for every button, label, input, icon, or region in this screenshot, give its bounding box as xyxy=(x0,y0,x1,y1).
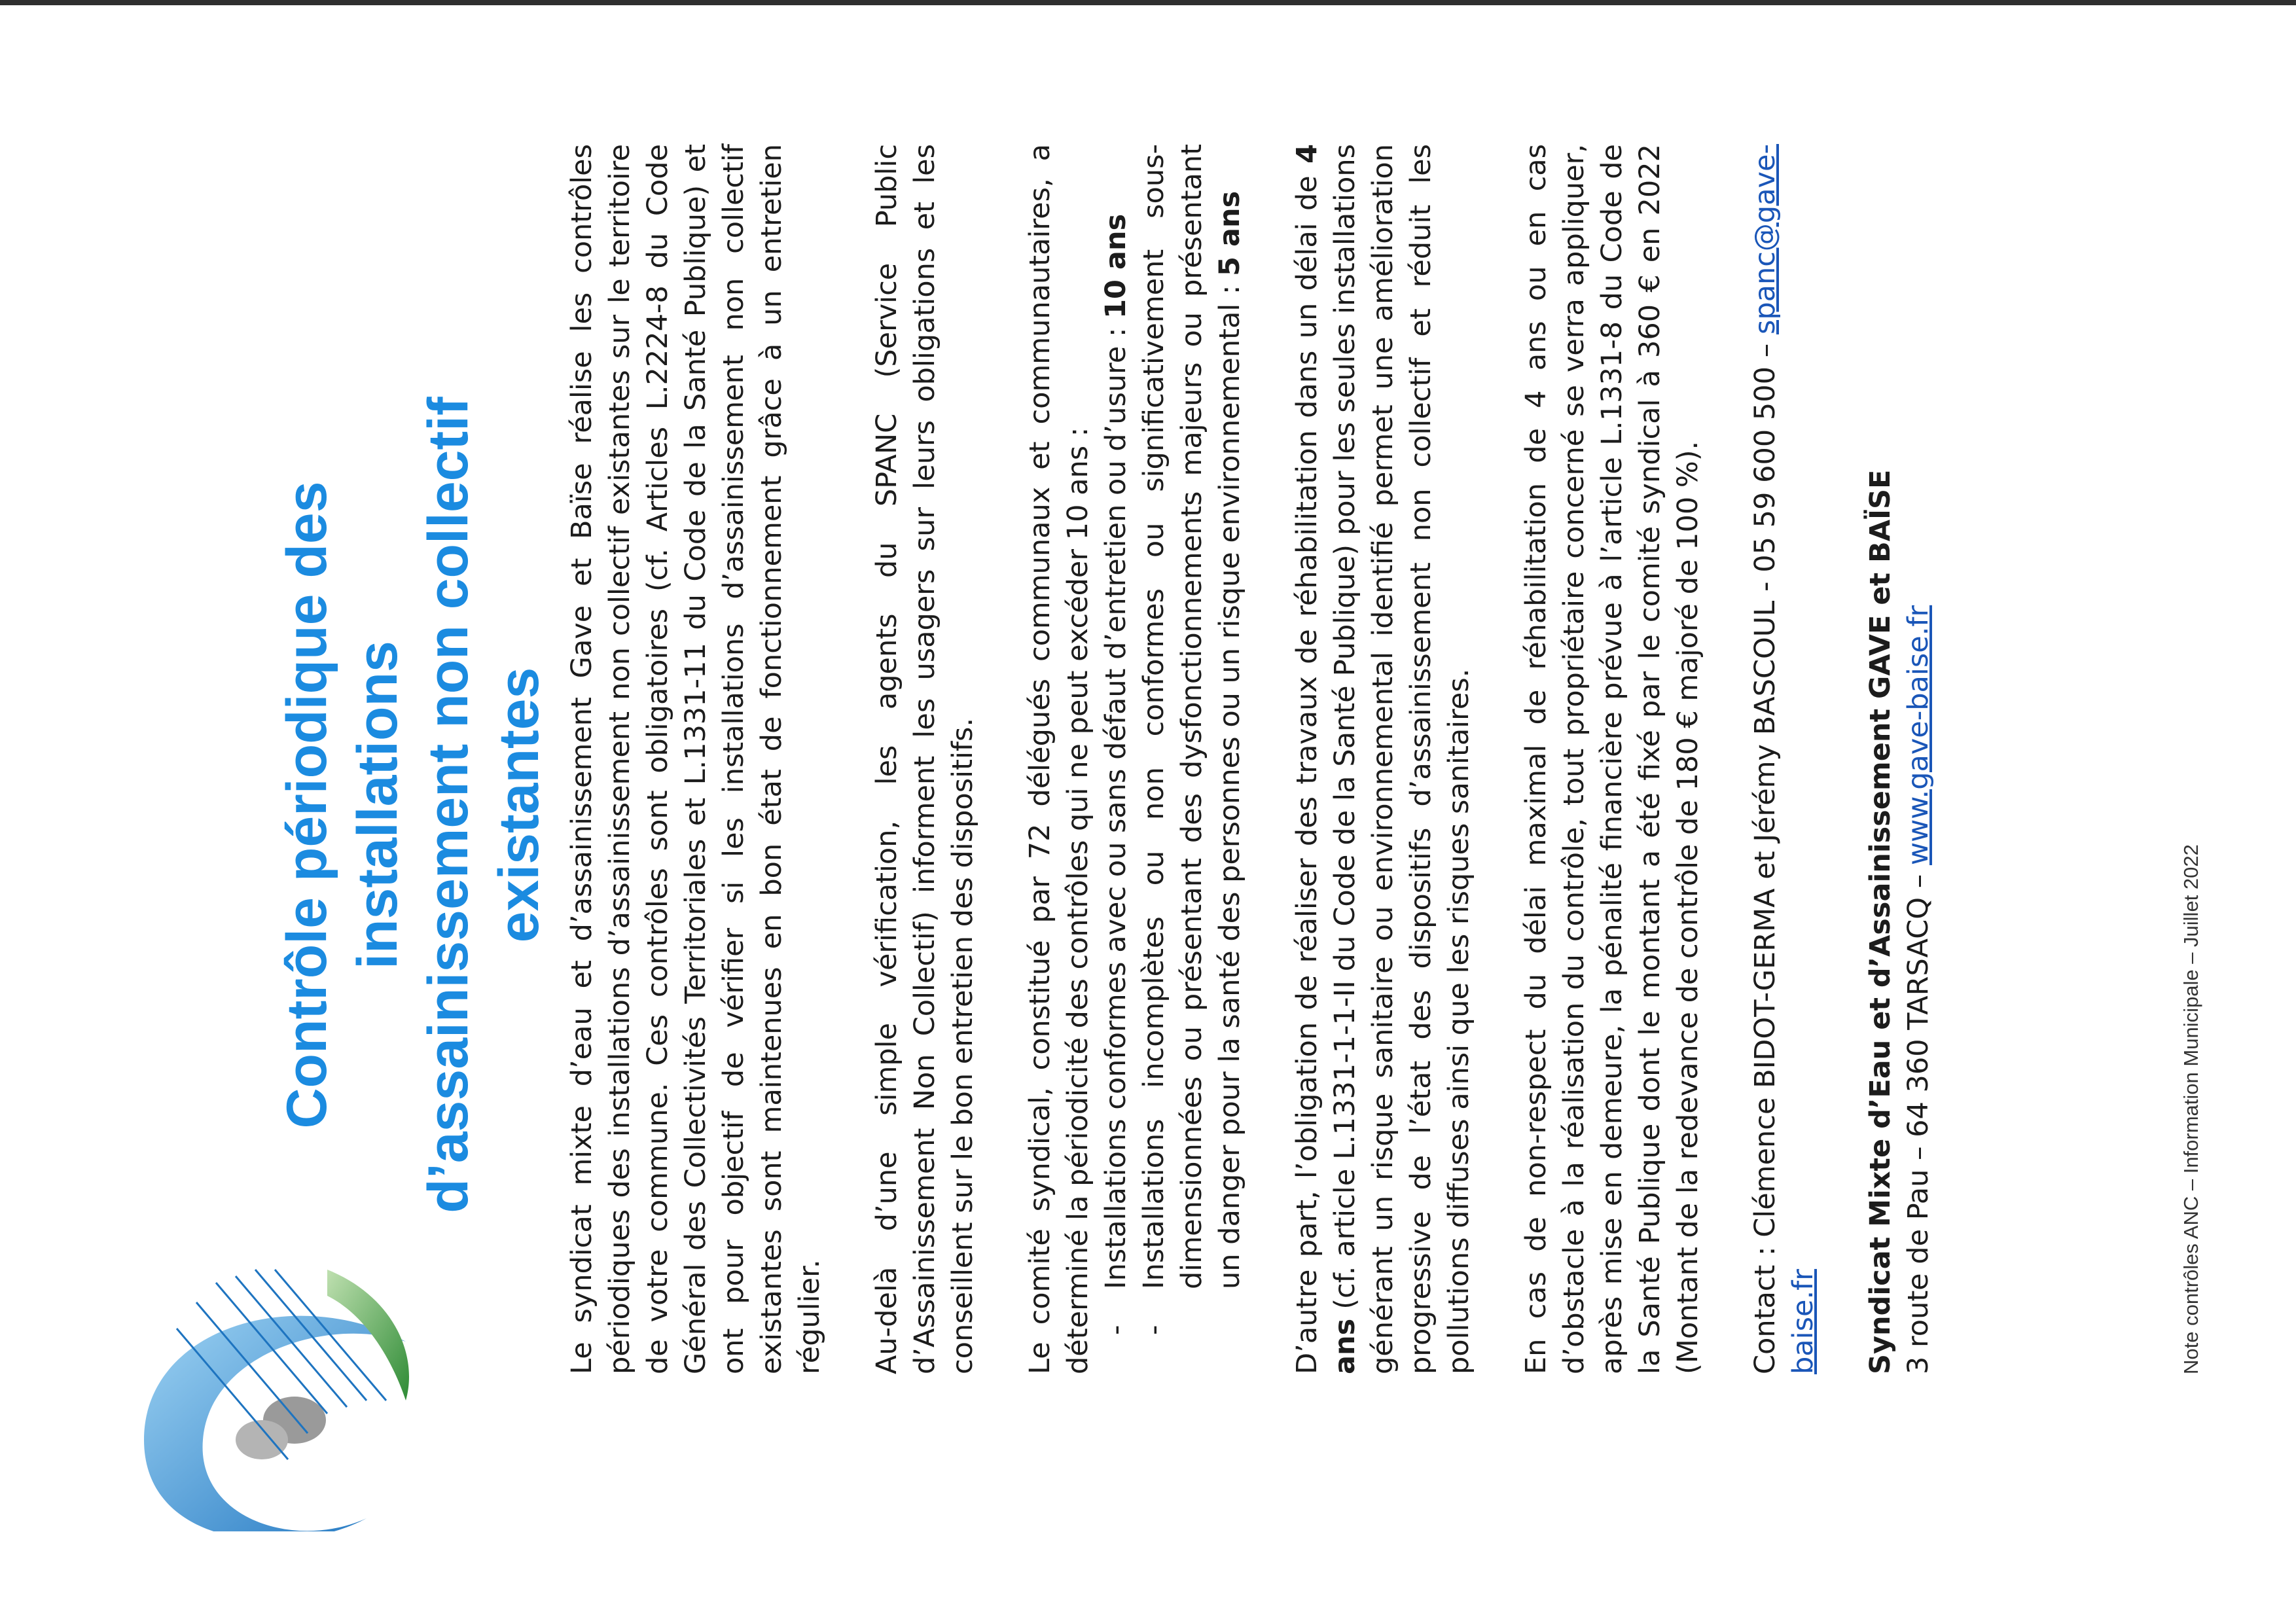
periodicity-list xyxy=(1097,144,1249,1374)
rehabilitation-text-a: D’autre part, l’obligation de réaliser des travaux de réhabilitation dans un délai de xyxy=(1291,163,1323,1374)
list-item xyxy=(1135,144,1249,1374)
paragraph-penalty: En cas de non-respect du délai maximal de réhabilitation de 4 ans ou en cas d’obstacle à la réalisation du contrôle, tout propriétaire concerné se verra appliquer, après mise en demeure, la pénalité financière prévue à l’article L.1331-8 du Code de la Santé Publique dont le montant a été fixé par le comité syndical à 360 € en 2022 (Montant de la redevance de contrôle de 180 € majoré de 100 %). xyxy=(1520,144,1704,1374)
title-line-3: existantes xyxy=(488,667,550,943)
rehabilitation-text-b: (cf. article L.1331-1-1-II du Code de la Santé Publique) pour les seules installations générant un risque sanitaire ou environnemental identifié permet une amélioration progressive de l’état des dispositifs d’assainissement non collectif et réduit les pollutions diffuses ainsi que les risques sanitaires. xyxy=(1329,144,1475,1374)
address-block xyxy=(1861,144,1937,1374)
list-dash: - xyxy=(1138,1325,1170,1335)
title-line-1: Contrôle périodique des installations xyxy=(276,481,409,1129)
contact-line xyxy=(1746,144,1822,1374)
title-line-2: d’assainissement non collectif xyxy=(417,397,480,1213)
paragraph-intro: Le syndicat mixte d’eau et d’assainissement Gave et Baïse réalise les contrôles périodiques des installations d’assainissement non collectif existantes sur le territoire de votre commune. Ces contrôles sont obligatoires (cf. Articles L.2224-8 du Code Général des Collectivités Territoriales et L.1331-11 du Code de la Santé Publique) et ont pour objectif de vérifier si les installations d’assainissement non collectif existantes sont maintenues en bon état de fonctionnement grâce à un entretien régulier. xyxy=(565,144,826,1374)
paragraph-periodicity: Le comité syndical, constitué par 72 délégués communaux et communautaires, a déterminé la périodicité des contrôles qui ne peut excéder 10 ans : xyxy=(1024,144,1094,1374)
rehabilitation-delay: 4 ans xyxy=(1291,144,1361,1374)
contact-email-link[interactable]: spanc@gave-baise.fr xyxy=(1749,144,1820,1374)
organization-name: Syndicat Mixte d’Eau et d’Assainissement GAVE et BAÏSE xyxy=(1864,469,1897,1374)
syndicat-logo xyxy=(131,1243,497,1531)
footer-note: Note contrôles ANC – Information Municipale – Juillet 2022 xyxy=(2179,844,2202,1374)
list-dash: - xyxy=(1100,1325,1132,1335)
list-item xyxy=(1097,144,1135,1374)
list-item-duration: 10 ans xyxy=(1100,213,1132,319)
list-item-text: Installations incomplètes ou non conformes ou significativement sous-dimensionnées ou présentant des dysfonctionnements majeurs ou présentant un danger pour la santé des personnes ou un risque environnemental : xyxy=(1138,144,1246,1289)
paragraph-rehabilitation xyxy=(1288,144,1478,1374)
contact-text: Contact : Clémence BIDOT-GERMA et Jérémy BASCOUL - 05 59 600 500 – xyxy=(1749,334,1782,1374)
list-item-text: Installations conformes avec ou sans défaut d’entretien ou d’usure : xyxy=(1100,318,1132,1289)
address-line xyxy=(1899,144,1937,1374)
paragraph-spanc: Au-delà d’une simple vérification, les agents du SPANC (Service Public d’Assainissement Non Collectif) informent les usagers sur leurs obligations et les conseillent sur le bon entretien des dispositifs. xyxy=(870,144,979,1374)
website-link[interactable]: www.gave-baise.fr xyxy=(1902,605,1935,866)
street-address: 3 route de Pau – 64 360 TARSACQ – xyxy=(1902,865,1935,1374)
list-item-duration: 5 ans xyxy=(1213,190,1246,276)
document-title xyxy=(272,393,554,1217)
document-body xyxy=(563,144,1937,1374)
logo-graphic-icon xyxy=(131,1243,497,1531)
